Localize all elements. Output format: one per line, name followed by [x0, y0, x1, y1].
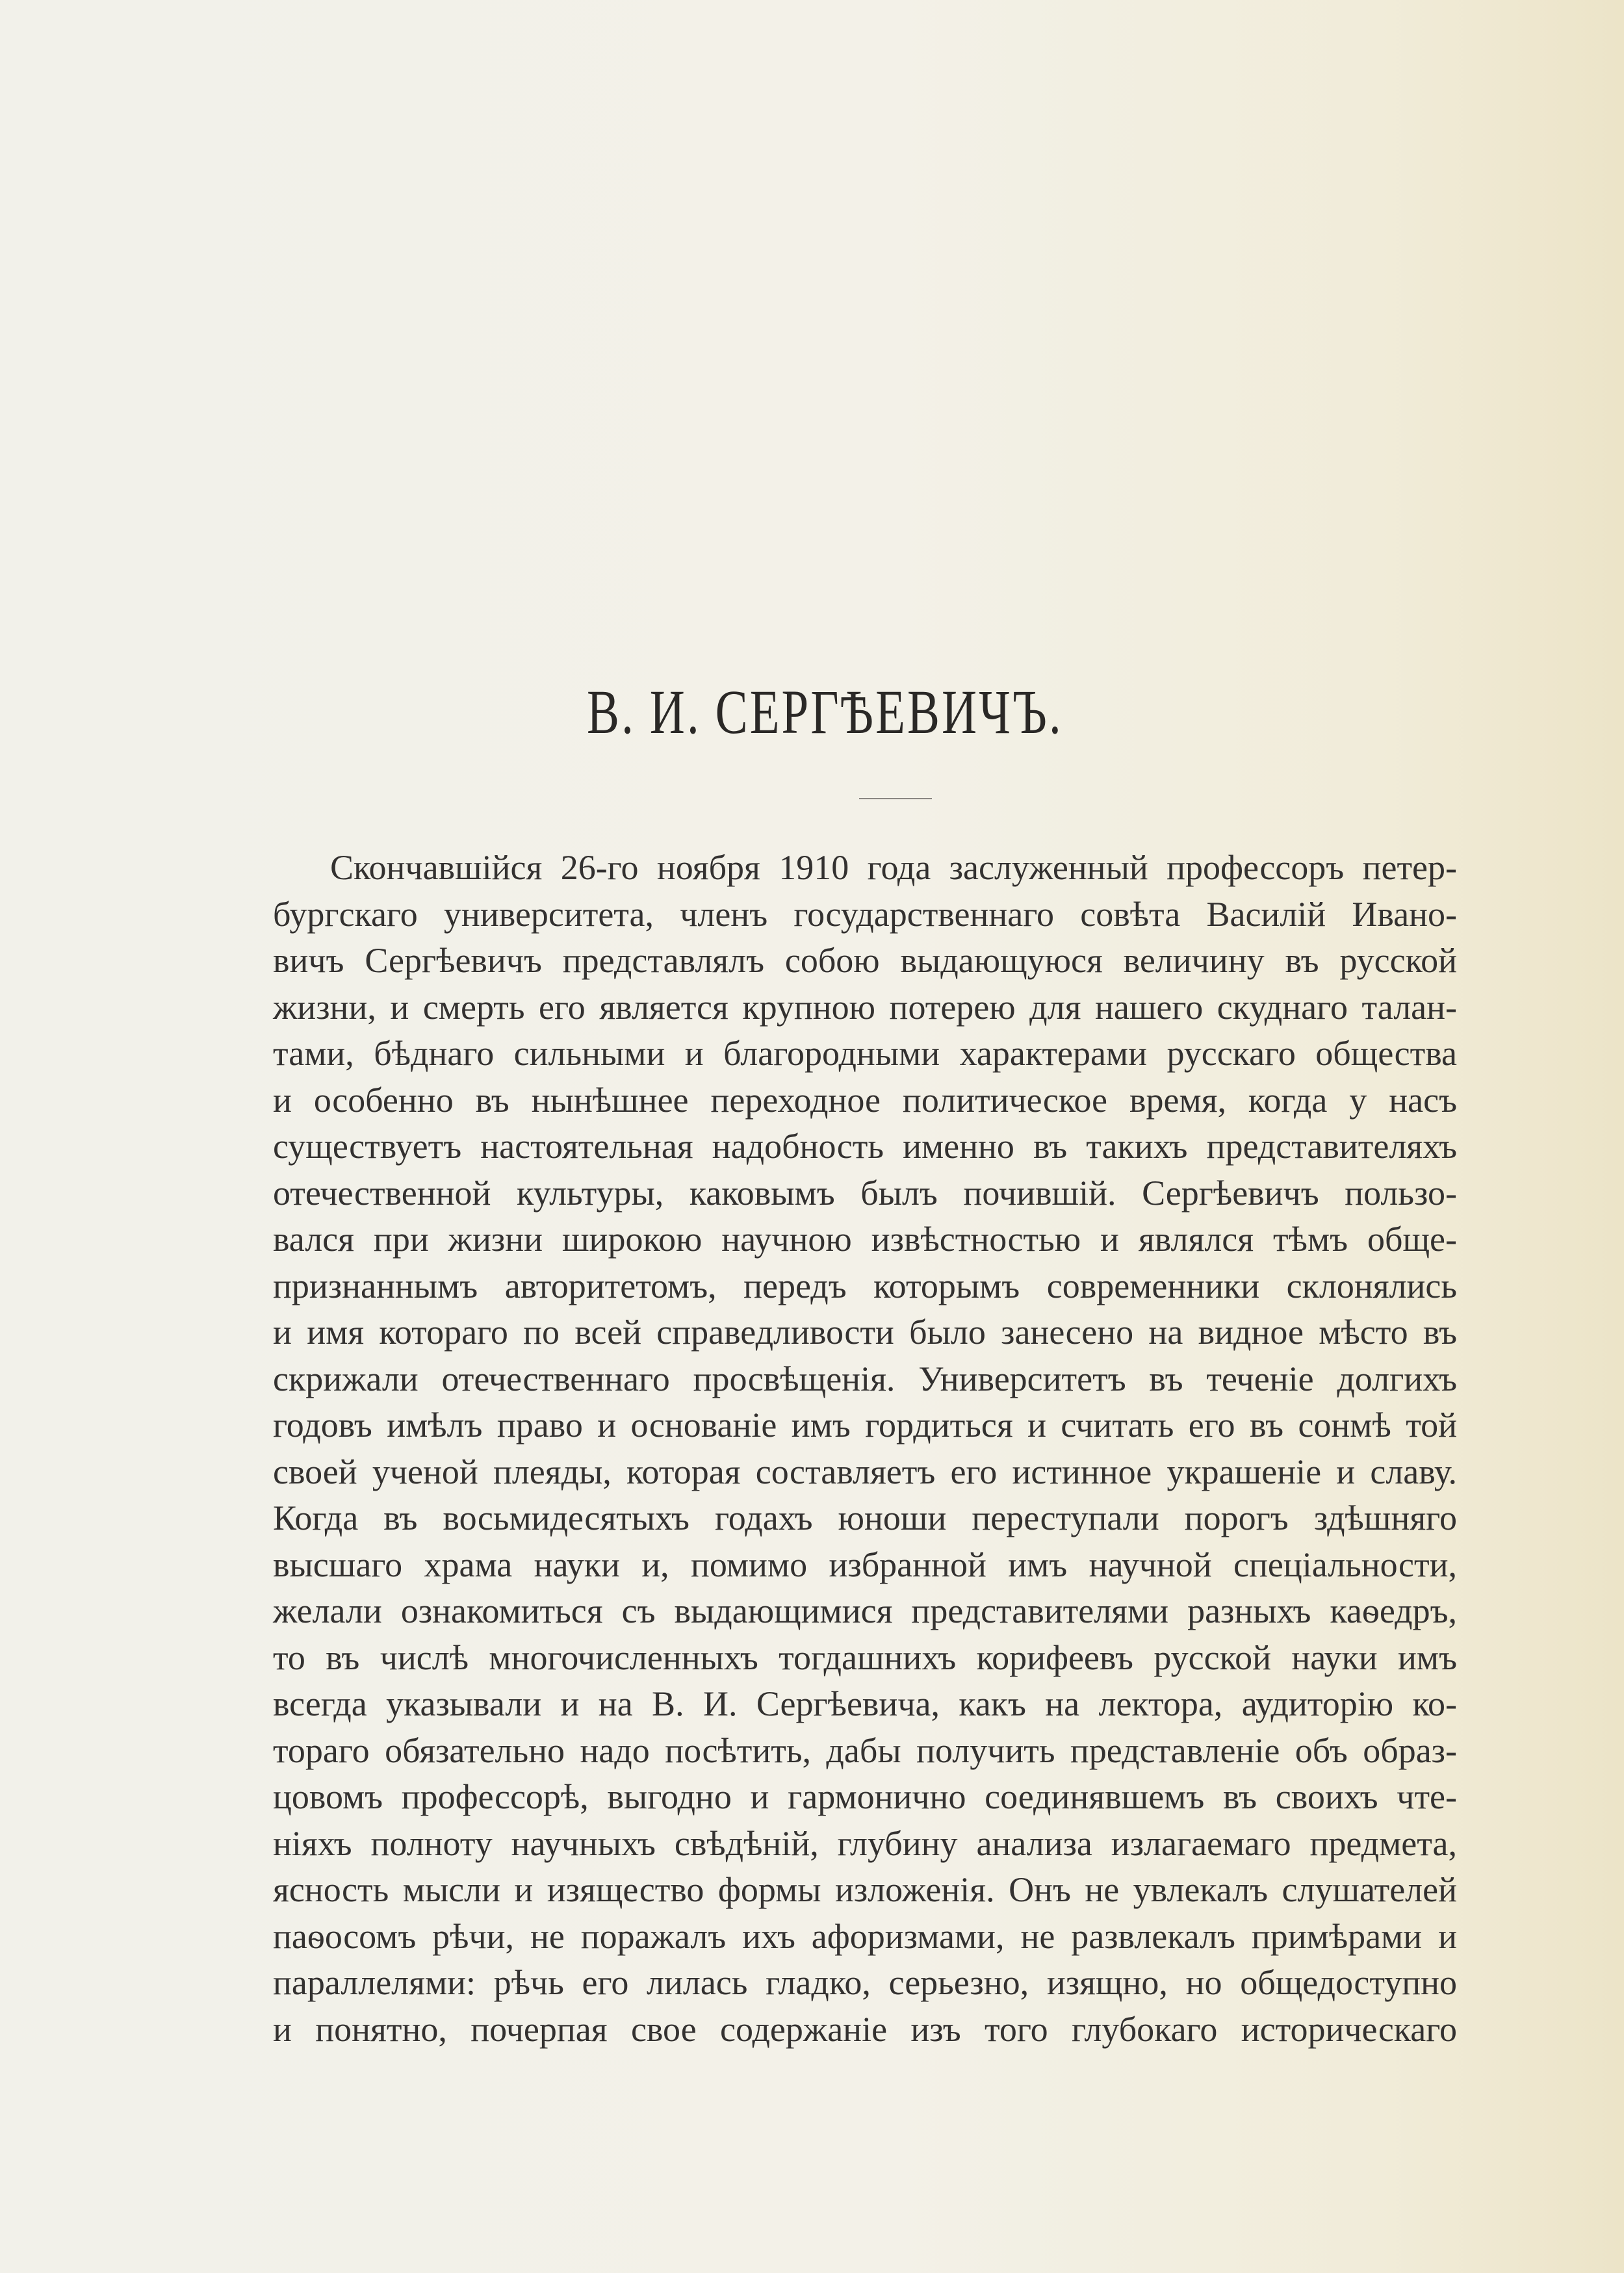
- text-line-content: Скончавшійся 26-го ноября 1910 года заслуженный профессоръ петер-: [330, 848, 1457, 887]
- text-line: [273, 1309, 1457, 1356]
- text-line-content: своей ученой плеяды, которая составляетъ его истинное украшеніе и славу.: [273, 1452, 1457, 1491]
- text-line: [273, 1402, 1457, 1449]
- text-line-content: годовъ имѣлъ право и основаніе имъ гордиться и считать его въ сонмѣ той: [273, 1406, 1457, 1445]
- text-line-content: скрижали отечественнаго просвѣщенія. Университетъ въ теченіе долгихъ: [273, 1359, 1457, 1398]
- text-line: [273, 1867, 1457, 1914]
- text-line-content: параллелями: рѣчь его лилась гладко, серьезно, изящно, но общедоступно: [273, 1963, 1457, 2002]
- text-line-content: ясность мысли и изящество формы изложенія. Онъ не увлекалъ слушателей: [273, 1870, 1457, 1909]
- text-line-content: тораго обязательно надо посѣтить, дабы получить представленіе объ образ-: [273, 1730, 1457, 1770]
- text-line: [273, 892, 1457, 938]
- text-line-content: цовомъ профессорѣ, выгодно и гармонично соединявшемъ въ своихъ чте-: [273, 1777, 1457, 1816]
- text-line: [273, 1635, 1457, 1682]
- text-line: [273, 1728, 1457, 1775]
- text-line-content: отечественной культуры, каковымъ былъ почившій. Сергѣевичъ пользо-: [273, 1173, 1457, 1213]
- text-line-content: вался при жизни широкою научною извѣстностью и являлся тѣмъ обще-: [273, 1220, 1457, 1259]
- text-line-content: признаннымъ авторитетомъ, передъ которымъ современники склонялись: [273, 1266, 1457, 1305]
- text-line: [273, 1542, 1457, 1589]
- text-line: [273, 1031, 1457, 1077]
- text-line-content: Когда въ восьмидесятыхъ годахъ юноши переступали порогъ здѣшняго: [273, 1498, 1457, 1537]
- text-line: [273, 1960, 1457, 2007]
- text-line-content: и понятно, почерпая свое содержаніе изъ того глубокаго историческаго: [273, 2009, 1457, 2049]
- text-line-content: вичъ Сергѣевичъ представлялъ собою выдающуюся величину въ русской: [273, 941, 1457, 980]
- text-line-content: бургскаго университета, членъ государственнаго совѣта Василій Ивано-: [273, 894, 1457, 934]
- text-line: [273, 1263, 1457, 1310]
- text-line: [273, 1170, 1457, 1217]
- text-line-content: и имя котораго по всей справедливости было занесено на видное мѣсто въ: [273, 1313, 1457, 1352]
- text-line-content: тами, бѣднаго сильными и благородными характерами русскаго общества: [273, 1034, 1457, 1073]
- text-line: [273, 938, 1457, 984]
- text-line: [273, 2007, 1457, 2053]
- text-line: [273, 984, 1457, 1031]
- text-line-content: ніяхъ полноту научныхъ свѣдѣній, глубину анализа излагаемаго предмета,: [273, 1823, 1457, 1863]
- article-title: В. И. СЕРГѢЕВИЧЪ.: [587, 677, 1063, 747]
- text-line-content: паѳосомъ рѣчи, не поражалъ ихъ афоризмами, не развлекалъ примѣрами и: [273, 1916, 1457, 1956]
- text-line: [273, 1774, 1457, 1821]
- text-line-content: жизни, и смерть его является крупною потерею для нашего скуднаго талан-: [273, 987, 1457, 1027]
- text-line: [273, 1077, 1457, 1124]
- text-line-content: и особенно въ нынѣшнее переходное политическое время, когда у насъ: [273, 1080, 1457, 1120]
- text-line-content: существуетъ настоятельная надобность именно въ такихъ представителяхъ: [273, 1127, 1457, 1166]
- text-line: [273, 1588, 1457, 1635]
- text-line: [273, 1495, 1457, 1542]
- text-line-content: желали ознакомиться съ выдающимися представителями разныхъ каѳедръ,: [273, 1591, 1457, 1630]
- text-line: [273, 1356, 1457, 1403]
- text-line: [273, 1449, 1457, 1496]
- text-line: [273, 1821, 1457, 1868]
- article-body: [273, 845, 1457, 2053]
- text-line: [273, 1216, 1457, 1263]
- text-line-content: высшаго храма науки и, помимо избранной имъ научной спеціальности,: [273, 1545, 1457, 1584]
- text-line: [273, 1681, 1457, 1728]
- text-line-content: то въ числѣ многочисленныхъ тогдашнихъ корифеевъ русской науки имъ: [273, 1637, 1457, 1677]
- text-line: [273, 845, 1457, 892]
- text-line: [273, 1124, 1457, 1170]
- text-line-content: всегда указывали и на В. И. Сергѣевича, какъ на лектора, аудиторію ко-: [273, 1684, 1457, 1723]
- text-line: [273, 1914, 1457, 1960]
- title-divider: [859, 798, 932, 799]
